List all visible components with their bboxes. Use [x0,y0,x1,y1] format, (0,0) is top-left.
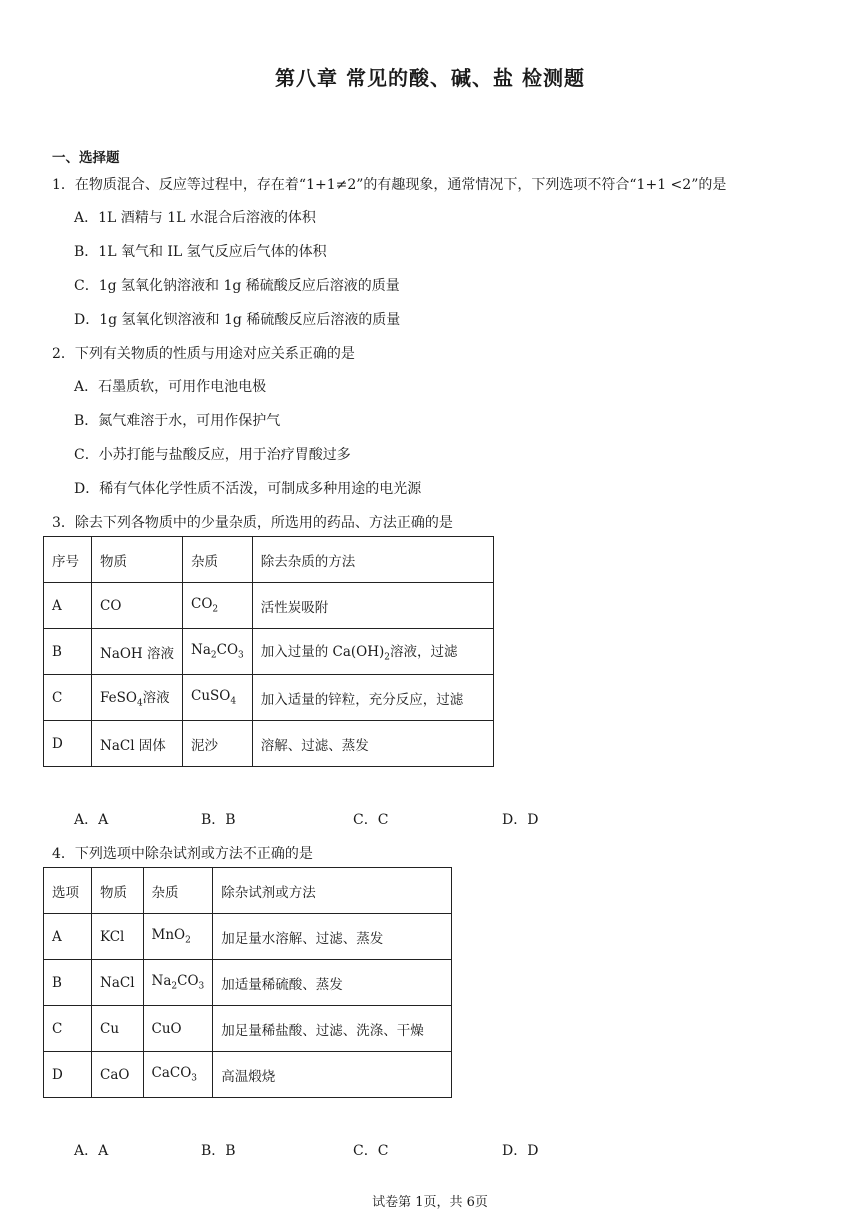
substance-cell: KCl [92,914,144,960]
question-3-answer-b: B．B [201,812,236,828]
method-cell: 加适量稀硫酸、蒸发 [213,960,452,1006]
impurity-cell: CuO [143,1006,213,1052]
question-1-option-d: D．1g 氢氧化钡溶液和 1g 稀硫酸反应后溶液的质量 [74,312,401,328]
table-header-row [44,868,452,914]
table-header-cell: 除去杂质的方法 [252,537,493,583]
substance-cell: NaCl [92,960,144,1006]
question-3-answer-c: C．C [353,812,389,828]
table-row [44,629,494,675]
question-3-answer-a: A．A [74,812,109,828]
question-3-answer-d: D．D [502,812,539,828]
question-2-option-c: C．小苏打能与盐酸反应，用于治疗胃酸过多 [74,447,351,463]
question-4-answer-b: B．B [201,1143,236,1159]
method-cell: 活性炭吸附 [252,583,493,629]
table-row [44,675,494,721]
table-row [44,1052,452,1098]
method-cell: 加足量水溶解、过滤、蒸发 [213,914,452,960]
table-header-cell: 选项 [44,868,92,914]
row-id: B [44,629,92,675]
row-id: C [44,1006,92,1052]
method-cell: 高温煅烧 [213,1052,452,1098]
substance-cell: NaCl 固体 [92,721,183,767]
question-4-table [43,867,452,1098]
table-header-cell: 杂质 [143,868,213,914]
method-cell: 加入适量的锌粒，充分反应，过滤 [252,675,493,721]
row-id: B [44,960,92,1006]
question-1-option-b: B．1L 氧气和 IL 氢气反应后气体的体积 [74,244,327,260]
impurity-cell: MnO$_2$ [143,914,213,960]
question-1-option-a: A．1L 酒精与 1L 水混合后溶液的体积 [74,210,316,226]
question-4-stem: 4．下列选项中除杂试剂或方法不正确的是 [52,846,313,862]
question-4-answer-c: C．C [353,1143,389,1159]
method-cell: 加足量稀盐酸、过滤、洗涤、干燥 [213,1006,452,1052]
table-header-cell: 序号 [44,537,92,583]
row-id: C [44,675,92,721]
substance-cell: FeSO$_4$溶液 [92,675,183,721]
method-cell: 加入过量的 $Ca(OH)_2$溶液，过滤 [252,629,493,675]
table-row [44,914,452,960]
table-row [44,583,494,629]
table-row [44,721,494,767]
table-header-row [44,537,494,583]
table-header-cell: 物质 [92,868,144,914]
question-4-answer-d: D．D [502,1143,539,1159]
substance-cell: Cu [92,1006,144,1052]
section-heading: 一、选择题 [52,150,120,166]
table-header-cell: 物质 [92,537,183,583]
impurity-cell: $Na_2CO_3$ [143,960,213,1006]
substance-cell: CO [92,583,183,629]
question-4-answer-a: A．A [74,1143,109,1159]
question-3-table [43,536,494,767]
impurity-cell: CuSO$_4$ [183,675,253,721]
row-id: D [44,721,92,767]
question-3-stem: 3．除去下列各物质中的少量杂质，所选用的药品、方法正确的是 [52,515,453,531]
impurity-cell: 泥沙 [183,721,253,767]
row-id: A [44,914,92,960]
table-row [44,1006,452,1052]
question-1-option-c: C．1g 氢氧化钠溶液和 1g 稀硫酸反应后溶液的质量 [74,278,400,294]
page-title: 第八章 常见的酸、碱、盐 检测题 [275,66,585,90]
impurity-cell: CaCO$_3$ [143,1052,213,1098]
substance-cell: NaOH 溶液 [92,629,183,675]
question-1-stem: 1．在物质混合、反应等过程中，存在着“1+1≠2”的有趣现象，通常情况下，下列选项不符合“1+1 <2”的是 [52,177,727,193]
impurity-cell: $Na_2CO_3$ [183,629,253,675]
page-footer: 试卷第 1页，共 6页 [372,1195,488,1210]
row-id: D [44,1052,92,1098]
question-2-option-d: D．稀有气体化学性质不活泼，可制成多种用途的电光源 [74,481,422,497]
table-header-cell: 杂质 [183,537,253,583]
question-2-option-b: B．氮气难溶于水，可用作保护气 [74,413,281,429]
substance-cell: CaO [92,1052,144,1098]
impurity-cell: $CO_2$ [183,583,253,629]
question-2-option-a: A．石墨质软，可用作电池电极 [74,379,267,395]
table-header-cell: 除杂试剂或方法 [213,868,452,914]
question-2-stem: 2．下列有关物质的性质与用途对应关系正确的是 [52,346,355,362]
row-id: A [44,583,92,629]
method-cell: 溶解、过滤、蒸发 [252,721,493,767]
table-row [44,960,452,1006]
